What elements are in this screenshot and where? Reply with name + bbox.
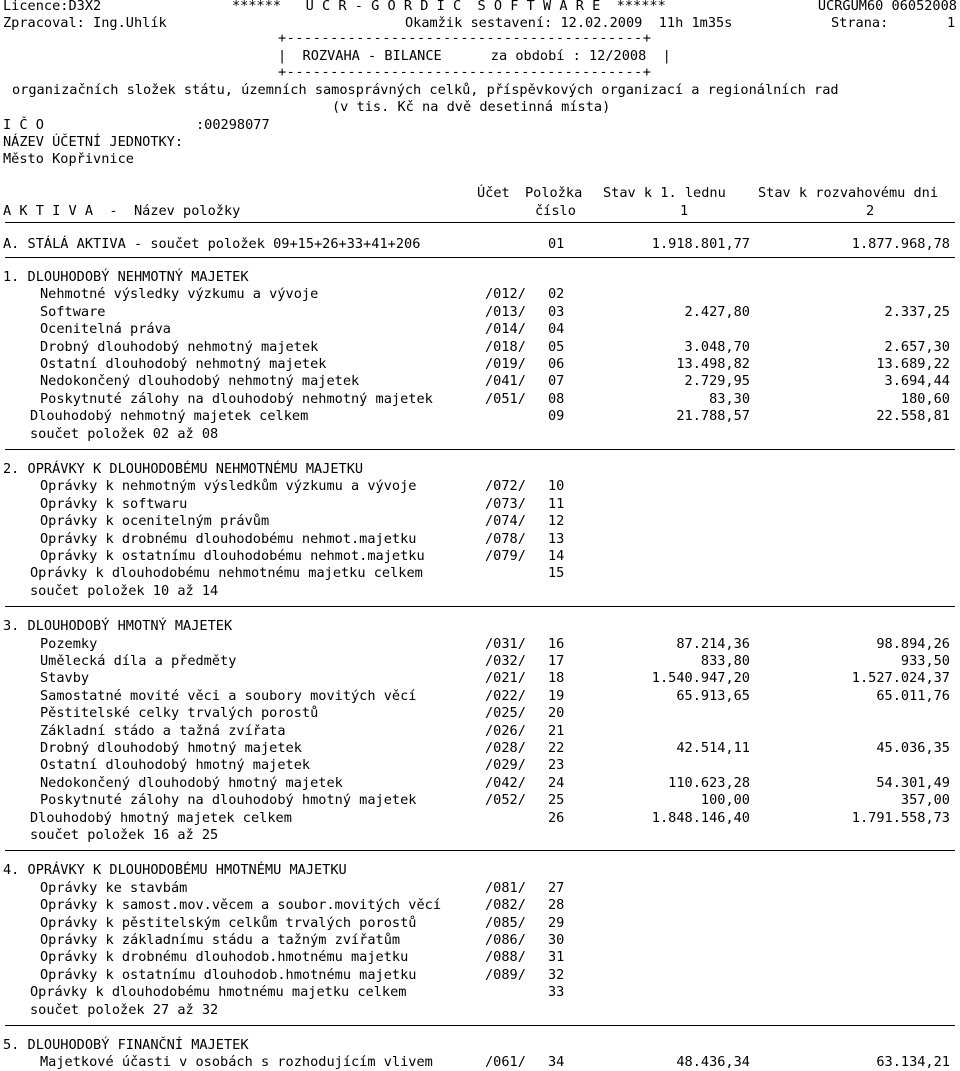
- assets-heading: A K T I V A - Název položky: [3, 203, 241, 219]
- row-account: /085/: [485, 914, 526, 931]
- row-account: /021/: [485, 670, 526, 687]
- row-item: 32: [548, 966, 565, 983]
- row-end-balance: 54.301,49: [876, 774, 950, 791]
- row-item: 04: [548, 321, 565, 338]
- row-account: /013/: [485, 303, 526, 320]
- subtotal-start-balance: 21.788,57: [676, 408, 750, 425]
- total-row-item: 01: [548, 236, 565, 252]
- row-account: /042/: [485, 774, 526, 791]
- row-account: /014/: [485, 321, 526, 338]
- row-account: /031/: [485, 635, 526, 652]
- section-title-text: 3. DLOUHODOBÝ HMOTNÝ MAJETEK: [3, 618, 233, 635]
- row-item: 10: [548, 478, 565, 495]
- subtitle-1: organizačních složek státu, územních samosprávných celků, příspěvkových organizací a regionálních rad: [12, 82, 839, 98]
- row-account: /088/: [485, 949, 526, 966]
- row-item: 07: [548, 373, 565, 390]
- section-title: [0, 461, 960, 478]
- row-item: 34: [548, 1054, 565, 1071]
- table-row: [0, 757, 960, 774]
- title-box-middle: [0, 48, 960, 65]
- row-item: 17: [548, 653, 565, 669]
- row-account: /081/: [485, 879, 526, 896]
- total-row-start: 1.918.801,77: [651, 236, 750, 252]
- table-row: [0, 531, 960, 548]
- section-divider: [5, 850, 955, 851]
- row-item: 16: [548, 635, 565, 652]
- row-account: /051/: [485, 390, 526, 407]
- table-row: [0, 373, 960, 390]
- section-title-text: 2. OPRÁVKY K DLOUHODOBÉMU NEHMOTNÉMU MAJETKU: [3, 461, 364, 477]
- row-end-balance: 63.134,21: [876, 1054, 950, 1071]
- total-row-name: A. STÁLÁ AKTIVA - součet položek 09+15+26+33+41+206: [3, 236, 421, 252]
- col-end-balance: Stav k rozvahovému dni: [758, 185, 939, 201]
- row-end-balance: 2.337,25: [884, 303, 950, 320]
- compiled-at: Okamžik sestavení: 12.02.2009 11h 1m35s: [405, 15, 733, 31]
- row-start-balance: 87.214,36: [676, 635, 750, 652]
- row-name: Nehmotné výsledky výzkumu a vývoje: [40, 286, 319, 303]
- subtotal-row: [0, 984, 960, 1001]
- page-number: 1: [947, 15, 956, 31]
- row-end-balance: 65.011,76: [876, 687, 950, 704]
- row-start-balance: 100,00: [700, 792, 750, 809]
- table-row: [0, 321, 960, 338]
- row-item: 27: [548, 879, 565, 896]
- row-account: /025/: [485, 705, 526, 722]
- table-row: [0, 932, 960, 949]
- subtotal-row: [0, 408, 960, 425]
- licence: Licence:D3X2: [3, 0, 102, 14]
- row-name: Oprávky k samost.mov.věcem a soubor.movitých věcí: [40, 897, 442, 914]
- row-name: Oprávky ke stavbám: [40, 879, 188, 896]
- row-item: 30: [548, 932, 565, 948]
- table-row: [0, 705, 960, 722]
- row-start-balance: 13.498,82: [676, 356, 750, 372]
- row-name: Oprávky k nehmotným výsledkům výzkumu a vývoje: [40, 478, 417, 495]
- row-end-balance: 2.657,30: [884, 338, 950, 355]
- table-row: [0, 339, 960, 356]
- subtotal-row: [0, 810, 960, 827]
- row-name: Oprávky k softwaru: [40, 495, 188, 512]
- row-account: /078/: [485, 530, 526, 547]
- section-title-text: 1. DLOUHODOBÝ NEHMOTNÝ MAJETEK: [3, 269, 249, 285]
- subtotal-item: 26: [548, 809, 565, 826]
- section-title: [0, 862, 960, 879]
- row-name: Ostatní dlouhodobý nehmotný majetek: [40, 356, 327, 372]
- subtotal-note-text: součet položek 16 až 25: [30, 827, 219, 843]
- subtotal-name: Dlouhodobý hmotný majetek celkem: [30, 809, 292, 826]
- subtotal-name: Oprávky k dlouhodobému hmotnému majetku celkem: [30, 984, 407, 1001]
- entity-name: Město Kopřivnice: [3, 151, 134, 167]
- col-item: Položka: [525, 185, 583, 201]
- row-account: /019/: [485, 356, 526, 372]
- subtotal-name: Oprávky k dlouhodobému nehmotnému majetku celkem: [30, 565, 423, 582]
- table-row: [0, 391, 960, 408]
- row-name: Majetkové účasti v osobách s rozhodujícím vlivem: [40, 1054, 433, 1071]
- table-row: [0, 967, 960, 984]
- table-row: [0, 304, 960, 321]
- row-end-balance: 933,50: [900, 653, 950, 669]
- row-item: 28: [548, 897, 565, 914]
- table-row: [0, 478, 960, 495]
- row-item: 25: [548, 792, 565, 809]
- subtotal-note: [0, 1002, 960, 1019]
- section-title: [0, 269, 960, 286]
- title-box-top: +-----------------------------------------+: [278, 30, 652, 46]
- subtotal-start-balance: 1.848.146,40: [651, 809, 750, 826]
- table-row: [0, 949, 960, 966]
- vendor-banner: ****** U C R - G O R D I C S O F T W A R E ******: [232, 0, 666, 14]
- row-end-balance: 13.689,22: [876, 356, 950, 372]
- table-row: [0, 740, 960, 757]
- ico-value: :00298077: [196, 117, 270, 133]
- row-account: /018/: [485, 338, 526, 355]
- row-item: 23: [548, 757, 565, 774]
- processed-by: Zpracoval: Ing.Uhlík: [3, 15, 167, 31]
- row-item: 31: [548, 949, 565, 966]
- section-title: [0, 1037, 960, 1054]
- row-name: Pozemky: [40, 635, 98, 652]
- subtitle-2: (v tis. Kč na dvě desetinná místa): [332, 99, 611, 115]
- row-item: 12: [548, 513, 565, 530]
- row-name: Poskytnuté zálohy na dlouhodobý hmotný majetek: [40, 792, 417, 809]
- row-item: 20: [548, 705, 565, 722]
- page-label: Strana:: [831, 15, 889, 31]
- subtotal-end-balance: 22.558,81: [876, 408, 950, 425]
- row-start-balance: 42.514,11: [676, 740, 750, 756]
- row-account: /022/: [485, 687, 526, 704]
- total-row: [0, 236, 960, 253]
- row-name: Ostatní dlouhodobý hmotný majetek: [40, 757, 311, 774]
- total-row-end: 1.877.968,78: [851, 236, 950, 252]
- section-title-text: 4. OPRÁVKY K DLOUHODOBÉMU HMOTNÉMU MAJETKU: [3, 862, 347, 879]
- row-item: 29: [548, 914, 565, 931]
- row-account: /029/: [485, 757, 526, 774]
- row-account: /028/: [485, 740, 526, 756]
- row-item: 08: [548, 390, 565, 407]
- row-start-balance: 48.436,34: [676, 1054, 750, 1071]
- table-row: [0, 286, 960, 303]
- table-row: [0, 548, 960, 565]
- row-name: Oprávky k ostatnímu dlouhodobému nehmot.majetku: [40, 548, 425, 564]
- section-title: [0, 618, 960, 635]
- row-name: Samostatné movité věci a soubory movitých věcí: [40, 687, 417, 704]
- entity-name-label: NÁZEV ÚČETNÍ JEDNOTKY:: [3, 134, 184, 150]
- row-end-balance: 357,00: [900, 792, 950, 809]
- row-name: Základní stádo a tažná zvířata: [40, 722, 286, 739]
- row-account: /032/: [485, 653, 526, 669]
- section-divider: [5, 606, 955, 607]
- row-item: 03: [548, 303, 565, 320]
- row-account: /041/: [485, 373, 526, 390]
- row-account: /074/: [485, 513, 526, 530]
- row-name: Stavby: [40, 670, 90, 687]
- table-row: [0, 1054, 960, 1071]
- table-row: [0, 792, 960, 809]
- subtotal-note: [0, 426, 960, 443]
- row-name: Software: [40, 303, 106, 320]
- row-account: /026/: [485, 722, 526, 739]
- row-account: /086/: [485, 932, 526, 948]
- row-account: /082/: [485, 897, 526, 914]
- row-start-balance: 1.540.947,20: [651, 670, 750, 687]
- row-name: Drobný dlouhodobý nehmotný majetek: [40, 338, 319, 355]
- col-number: číslo: [535, 203, 576, 219]
- subtotal-note-text: součet položek 02 až 08: [30, 425, 219, 442]
- row-item: 02: [548, 286, 565, 303]
- table-row: [0, 653, 960, 670]
- row-start-balance: 3.048,70: [684, 338, 750, 355]
- row-end-balance: 45.036,35: [876, 740, 950, 756]
- subtotal-name: Dlouhodobý nehmotný majetek celkem: [30, 408, 309, 425]
- row-item: 11: [548, 495, 565, 512]
- row-item: 24: [548, 774, 565, 791]
- row-end-balance: 98.894,26: [876, 635, 950, 652]
- row-item: 22: [548, 740, 565, 756]
- row-item: 13: [548, 530, 565, 547]
- row-end-balance: 180,60: [900, 390, 950, 407]
- section-divider: [5, 1025, 955, 1026]
- row-name: Oprávky k pěstitelským celkům trvalých porostů: [40, 914, 417, 931]
- row-start-balance: 833,80: [700, 653, 750, 669]
- row-account: /073/: [485, 495, 526, 512]
- row-item: 18: [548, 670, 565, 687]
- ico-line: [0, 117, 960, 134]
- subtotal-note-text: součet položek 27 až 32: [30, 1001, 219, 1018]
- table-row: [0, 688, 960, 705]
- row-name: Umělecká díla a předměty: [40, 653, 237, 669]
- row-item: 21: [548, 722, 565, 739]
- subtotal-row: [0, 565, 960, 582]
- table-row: [0, 897, 960, 914]
- table-row: [0, 723, 960, 740]
- table-row: [0, 915, 960, 932]
- ico-label: I Č O: [3, 117, 44, 133]
- row-account: /012/: [485, 286, 526, 303]
- subtotal-item: 09: [548, 408, 565, 425]
- col-start-balance: Stav k 1. lednu: [603, 185, 726, 201]
- row-item: 14: [548, 548, 565, 564]
- section-divider: [5, 257, 955, 258]
- subtotal-note: [0, 583, 960, 600]
- table-row: [0, 670, 960, 687]
- row-name: Pěstitelské celky trvalých porostů: [40, 705, 319, 722]
- row-end-balance: 3.694,44: [884, 373, 950, 390]
- table-row: [0, 496, 960, 513]
- subtotal-end-balance: 1.791.558,73: [851, 809, 950, 826]
- row-name: Ocenitelná práva: [40, 321, 171, 338]
- row-name: Oprávky k drobnému dlouhodob.hmotnému majetku: [40, 949, 409, 966]
- col-2-index: 2: [866, 203, 875, 219]
- report-title: | ROZVAHA - BILANCE za období : 12/2008 |: [278, 48, 671, 64]
- row-account: /079/: [485, 548, 526, 564]
- table-row: [0, 636, 960, 653]
- table-row: [0, 880, 960, 897]
- header-line-1: [0, 0, 960, 15]
- row-start-balance: 65.913,65: [676, 687, 750, 704]
- section-divider: [5, 449, 955, 450]
- subtotal-item: 33: [548, 984, 565, 1001]
- subtotal-note: [0, 827, 960, 844]
- table-row: [0, 775, 960, 792]
- row-start-balance: 83,30: [709, 390, 750, 407]
- row-name: Poskytnuté zálohy na dlouhodobý nehmotný majetek: [40, 390, 433, 407]
- table-row: [0, 513, 960, 530]
- title-box-bottom: +-----------------------------------------+: [278, 64, 652, 80]
- report-code: UCRGUM60 06052008: [817, 0, 957, 14]
- row-start-balance: 2.729,95: [684, 373, 750, 390]
- row-name: Oprávky k drobnému dlouhodobému nehmot.majetku: [40, 530, 417, 547]
- row-name: Nedokončený dlouhodobý hmotný majetek: [40, 774, 343, 791]
- row-start-balance: 2.427,80: [684, 303, 750, 320]
- row-name: Oprávky k ocenitelným právům: [40, 513, 270, 530]
- column-header-2: [0, 203, 960, 220]
- row-account: /089/: [485, 966, 526, 983]
- row-end-balance: 1.527.024,37: [851, 670, 950, 687]
- subtotal-note-text: součet položek 10 až 14: [30, 582, 219, 599]
- row-account: /072/: [485, 478, 526, 495]
- col-1-index: 1: [680, 203, 689, 219]
- column-header-1: [0, 185, 960, 202]
- row-account: /061/: [485, 1054, 526, 1071]
- row-name: Drobný dlouhodobý hmotný majetek: [40, 740, 302, 756]
- row-account: /052/: [485, 792, 526, 809]
- divider: [5, 222, 955, 223]
- row-name: Oprávky k ostatnímu dlouhodob.hmotnému majetku: [40, 966, 417, 983]
- row-item: 06: [548, 356, 565, 372]
- row-name: Oprávky k základnímu stádu a tažným zvířatům: [40, 932, 401, 948]
- subtotal-item: 15: [548, 565, 565, 582]
- section-title-text: 5. DLOUHODOBÝ FINANČNÍ MAJETEK: [3, 1037, 249, 1053]
- table-row: [0, 356, 960, 373]
- row-item: 19: [548, 687, 565, 704]
- row-start-balance: 110.623,28: [668, 774, 750, 791]
- row-name: Nedokončený dlouhodobý nehmotný majetek: [40, 373, 360, 390]
- row-item: 05: [548, 338, 565, 355]
- col-account: Účet: [477, 185, 510, 201]
